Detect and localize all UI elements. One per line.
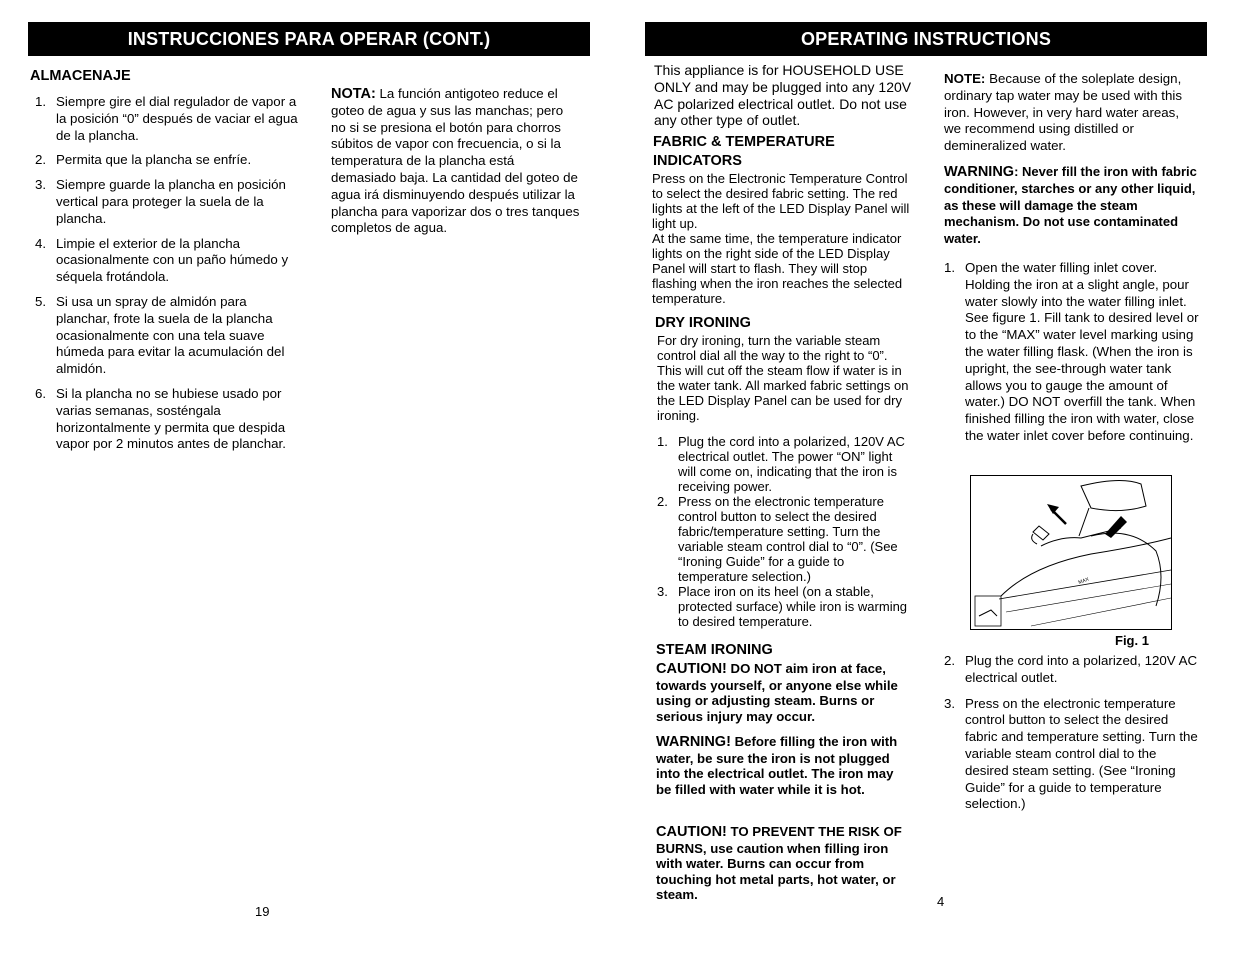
steam-ironing-heading: STEAM IRONING bbox=[656, 642, 773, 658]
fill-list-part2 bbox=[944, 653, 1199, 813]
right-page-number: 4 bbox=[937, 894, 945, 909]
left-page-number: 19 bbox=[255, 904, 270, 919]
list-item: 5. Si usa un spray de almidón para planchar, frote la suela de la plancha ocasionalmente con una tela suave húmeda para evitar la acumulación del almidón. bbox=[35, 293, 285, 377]
note-label: NOTA: bbox=[331, 86, 376, 102]
dry-ironing-list bbox=[657, 434, 909, 629]
right-page-banner: OPERATING INSTRUCTIONS bbox=[645, 22, 1207, 56]
fabric-text: Press on the Electronic Temperature Control to select the desired fabric setting. The red lights at the left of the LED Display Panel will light up. At the same time, the temperature indicator lights on the right side of the LED Display Panel will start to flash. They will stop flashing when the iron reaches the selected temperature. bbox=[652, 171, 910, 306]
list-item: 6. Si la plancha no se hubiese usado por varias semanas, sosténgala horizontalmente y permita que despida vapor por 2 minutos antes de planchar. bbox=[35, 385, 286, 452]
list-item: 2. Plug the cord into a polarized, 120V AC electrical outlet. bbox=[944, 653, 1198, 685]
figure-caption: Fig. 1 bbox=[1115, 633, 1149, 648]
warning-block-1: WARNING! Before filling the iron with water, be sure the iron is not plugged into the electrical outlet. The iron may be filled with water while it is hot. bbox=[656, 734, 898, 797]
list-item: 3. Siempre guarde la plancha en posición vertical para proteger la suela de la plancha. bbox=[35, 177, 286, 226]
caution-block-2: CAUTION! TO PREVENT THE RISK OF BURNS, use caution when filling iron with water. Burns can occur from touching hot metal parts, hot water, or steam. bbox=[656, 824, 902, 902]
fabric-heading: FABRIC & TEMPERATURE INDICATORS bbox=[653, 134, 835, 169]
list-item: 2. Permita que la plancha se enfríe. bbox=[35, 152, 252, 168]
note-text: Because of the soleplate design, ordinary tap water may be used with this iron. However, in very hard water areas, we recommend using distilled or demineralized water. bbox=[944, 71, 1182, 154]
warning-block-2: WARNING: Never fill the iron with fabric conditioner, starches or any other liquid, as these will damage the steam mechanism. Do not use contaminated water. bbox=[944, 164, 1197, 247]
note-text: La función antigoteo reduce el goteo de agua y sus las manchas; pero no si se presiona el botón para chorros súbitos de vapor con frecuencia, o si la temperatura de la plancha está demasiado baja. La cantidad del goteo de agua irá disminuyendo después utilizar la plancha para vaporizar dos o tres tanques completos de agua. bbox=[331, 86, 580, 236]
intro-text: This appliance is for HOUSEHOLD USE ONLY and may be plugged into any 120V AC polarized electrical outlet. Do not use any other type of outlet. bbox=[654, 62, 912, 129]
list-item: 1. Plug the cord into a polarized, 120V AC electrical outlet. The power “ON” light will come on, indicating that the iron is receiving power. bbox=[657, 434, 905, 494]
left-note bbox=[331, 86, 581, 237]
list-item: 2. Press on the electronic temperature control button to select the desired fabric/temperature setting. Turn the variable steam control dial to “0”. (See “Ironing Guide” for a guide to temperature selection.) bbox=[657, 494, 898, 584]
list-item: 3. Press on the electronic temperature control button to select the desired fabric and temperature setting. Turn the variable steam control dial to the desired steam setting. (See “Ironing Guide” for a guide to temperature selection.) bbox=[944, 695, 1198, 812]
right-note bbox=[944, 71, 1199, 155]
storage-heading: ALMACENAJE bbox=[30, 68, 131, 84]
list-item: 3. Place iron on its heel (on a stable, protected surface) while iron is warming to desired temperature. bbox=[657, 584, 908, 629]
iron-filling-drawing bbox=[971, 476, 1171, 629]
fill-list-part1 bbox=[944, 260, 1199, 445]
dry-ironing-heading: DRY IRONING bbox=[655, 315, 751, 331]
figure-1-iron-illustration bbox=[970, 475, 1172, 630]
list-item: 1. Open the water filling inlet cover. Holding the iron at a slight angle, pour water slowly into the water filling inlet. See figure 1. Fill tank to desired level or to the “MAX” water level marking using the water filling flask. (When the iron is upright, the see-through water tank allows you to gauge the amount of water.) DO NOT overfill the tank. When finished filling the iron with water, close the water inlet cover before continuing. bbox=[944, 260, 1199, 443]
left-page-banner: INSTRUCCIONES PARA OPERAR (CONT.) bbox=[28, 22, 590, 56]
list-item: 1. Siempre gire el dial regulador de vapor a la posición “0” después de vaciar el agua de la plancha. bbox=[35, 94, 298, 143]
list-item: 4. Limpie el exterior de la plancha ocasionalmente con un paño húmedo y séquela frotándola. bbox=[35, 235, 289, 285]
dry-ironing-text: For dry ironing, turn the variable steam control dial all the way to the right to “0”. This will cut off the steam flow if water is in the water tank. All marked fabric settings on the LED Display Panel can be used for dry ironing. bbox=[657, 333, 909, 423]
caution-block-1: CAUTION! DO NOT aim iron at face, towards yourself, or anyone else while using or adjusting steam. Burns or serious injury may occur. bbox=[656, 661, 898, 724]
note-label: NOTE: bbox=[944, 71, 986, 86]
max-marking: MAX bbox=[1077, 576, 1090, 586]
storage-list bbox=[35, 94, 303, 453]
